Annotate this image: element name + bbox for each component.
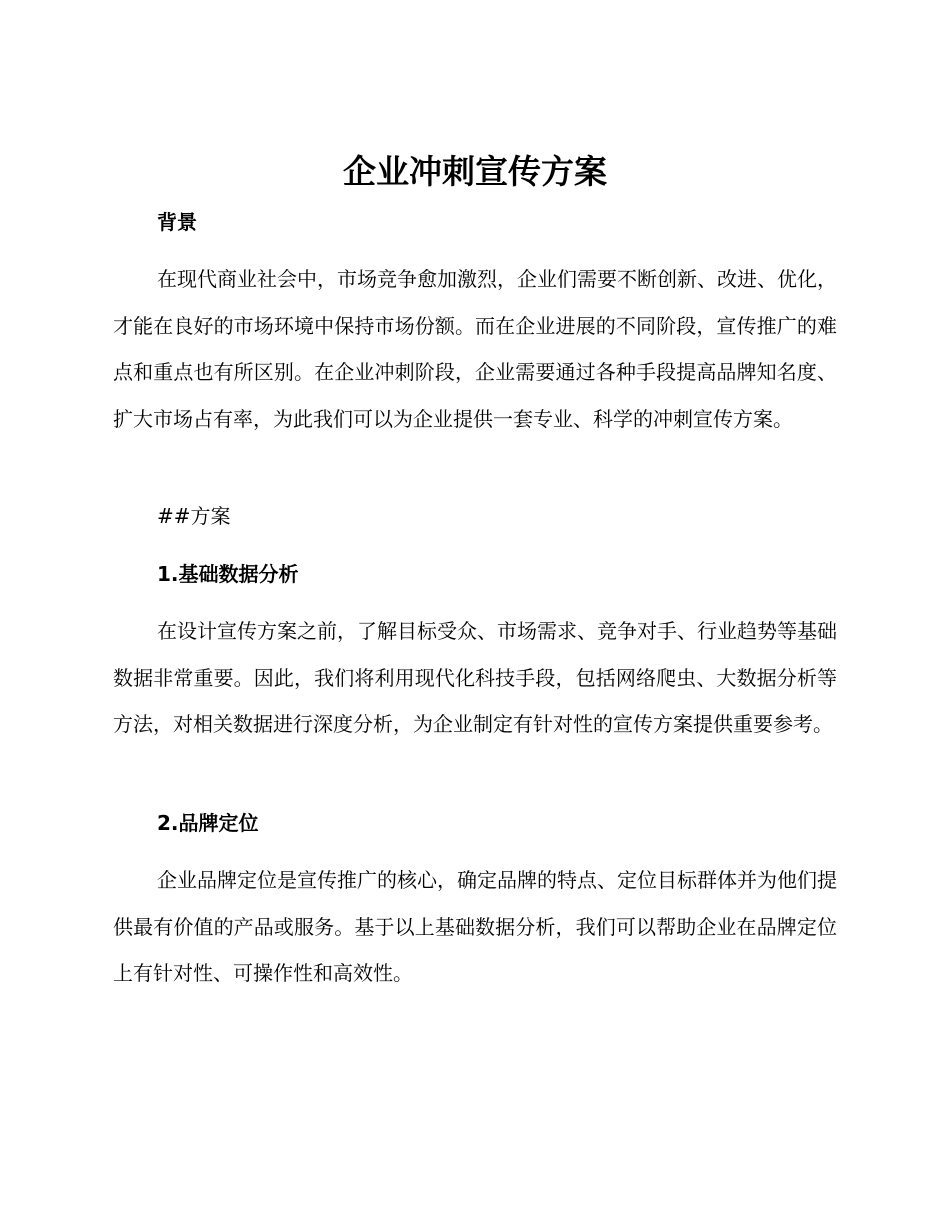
- section-heading-brand-positioning: 2.品牌定位: [157, 811, 259, 835]
- section-heading-background: 背景: [157, 210, 197, 234]
- section-paragraph-background: 在现代商业社会中，市场竞争愈加激烈，企业们需要不断创新、改进、优化，才能在良好的市场环境中保持市场份额。而在企业进展的不同阶段，宣传推广的难点和重点也有所区别。在企业冲刺阶段，企业需要通过各种手段提高品牌知名度、扩大市场占有率，为此我们可以为企业提供一套专业、科学的冲刺宣传方案。: [113, 267, 837, 431]
- section-heading-plan: ##方案: [157, 504, 231, 528]
- document-title: 企业冲刺宣传方案: [343, 152, 607, 191]
- section-paragraph-data-analysis: 在设计宣传方案之前，了解目标受众、市场需求、竞争对手、行业趋势等基础数据非常重要。因此，我们将利用现代化科技手段，包括网络爬虫、大数据分析等方法，对相关数据进行深度分析，为企业制定有针对性的宣传方案提供重要参考。: [113, 619, 837, 736]
- section-heading-data-analysis: 1.基础数据分析: [157, 562, 299, 586]
- section-paragraph-brand-positioning: 企业品牌定位是宣传推广的核心，确定品牌的特点、定位目标群体并为他们提供最有价值的产品或服务。基于以上基础数据分析，我们可以帮助企业在品牌定位上有针对性、可操作性和高效性。: [113, 868, 837, 985]
